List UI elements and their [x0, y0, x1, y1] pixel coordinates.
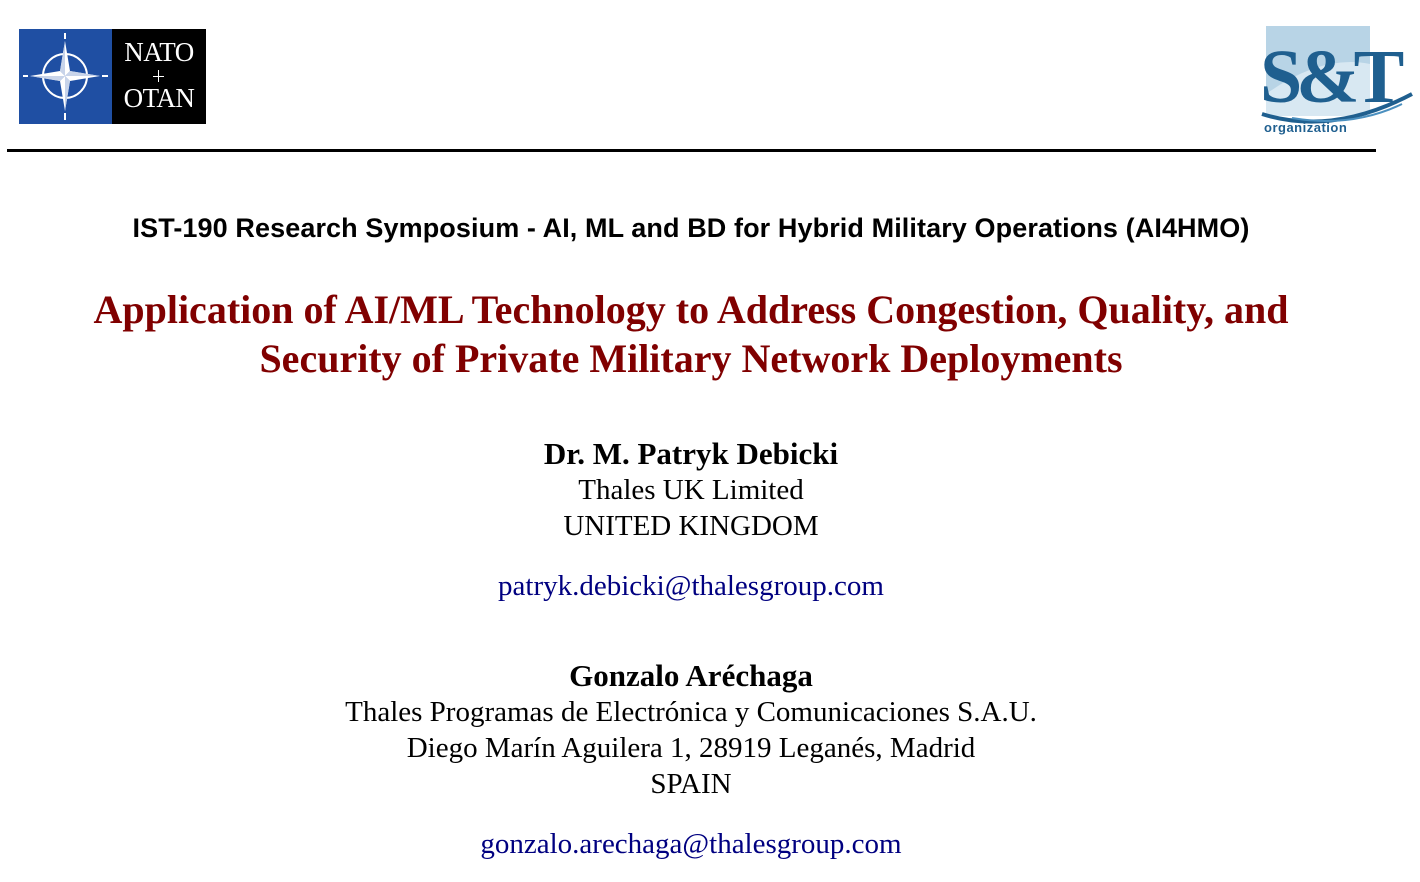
- header-divider: [7, 149, 1376, 152]
- author-affiliation: Thales Programas de Electrónica y Comunicaciones S.A.U.: [345, 696, 1037, 728]
- author-country: SPAIN: [650, 768, 732, 800]
- symposium-heading: IST-190 Research Symposium - AI, ML and BD for Hybrid Military Operations (AI4HMO): [132, 213, 1250, 243]
- nato-logo: [19, 29, 206, 124]
- paper-title-line-1: Application of AI/ML Technology to Address Congestion, Quality, and: [93, 287, 1289, 332]
- author-block-1: [0, 436, 1382, 544]
- author-country: UNITED KINGDOM: [563, 510, 819, 542]
- nato-wordmark-fr: OTAN: [123, 83, 195, 113]
- nato-wordmark-en: NATO: [124, 37, 194, 67]
- svg-text:S&T: S&T: [1260, 35, 1399, 119]
- author-email-link[interactable]: patryk.debicki@thalesgroup.com: [498, 570, 884, 602]
- st-organization-logo: [1252, 24, 1417, 140]
- st-logo-subtitle: organization: [1264, 120, 1348, 135]
- nato-wordmark: [112, 29, 206, 124]
- author-name: Gonzalo Aréchaga: [569, 658, 813, 693]
- author-email-link[interactable]: gonzalo.arechaga@thalesgroup.com: [480, 828, 902, 860]
- author-address: Diego Marín Aguilera 1, 28919 Leganés, Madrid: [406, 732, 976, 764]
- paper-title-line-2: Security of Private Military Network Deployments: [259, 336, 1123, 381]
- author-affiliation: Thales UK Limited: [578, 474, 804, 506]
- nato-compass-icon: [19, 29, 112, 124]
- paper-title: [0, 285, 1382, 383]
- author-name: Dr. M. Patryk Debicki: [543, 436, 839, 471]
- author-block-2: [0, 658, 1382, 802]
